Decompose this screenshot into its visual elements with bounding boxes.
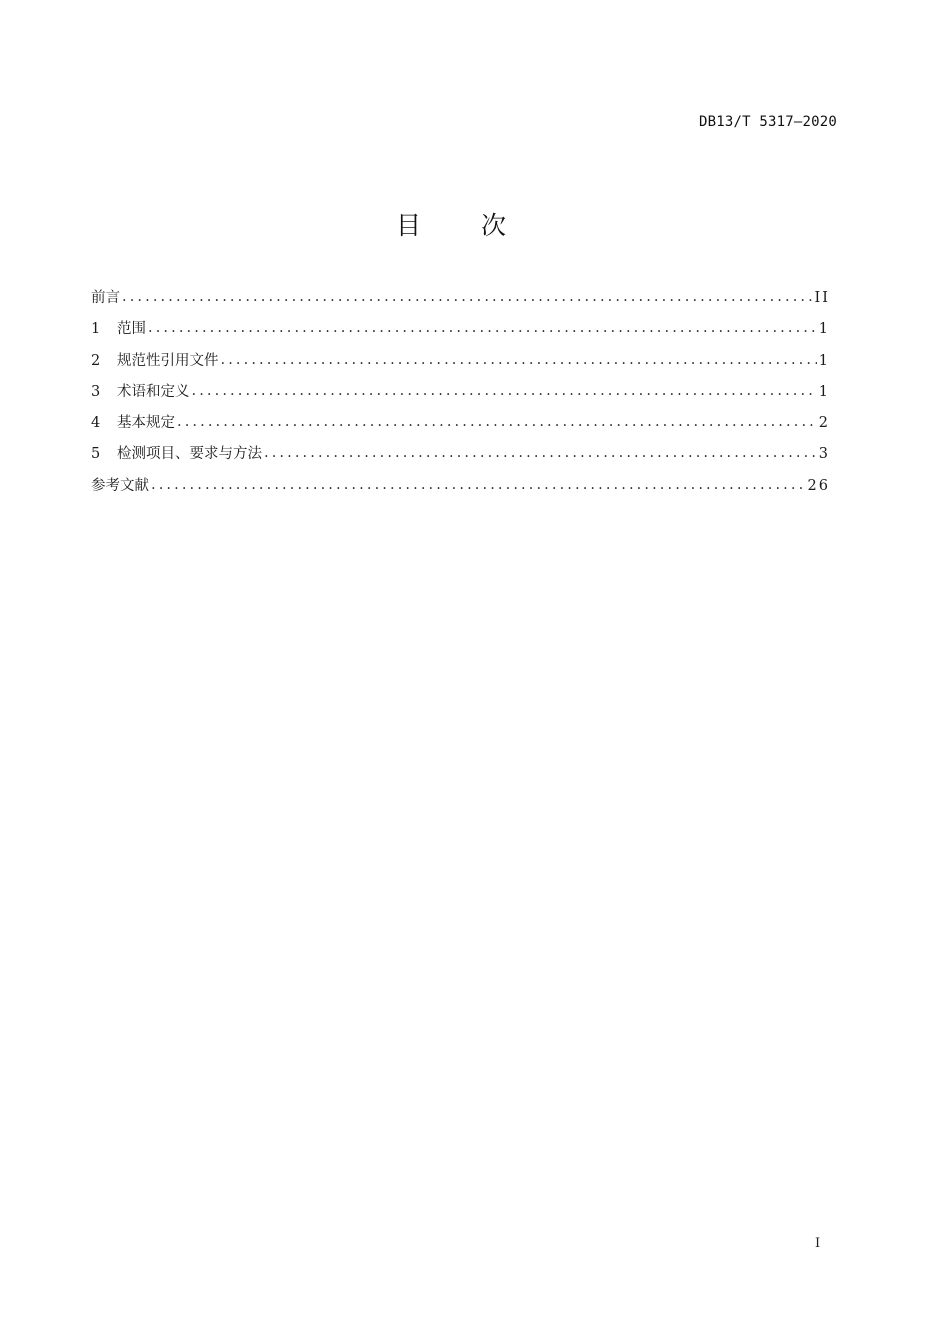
page-title: 目 次	[396, 211, 532, 240]
toc-entry-title: 检测项目、要求与方法	[117, 446, 262, 463]
toc-entry-page: 26	[807, 477, 830, 494]
toc-entry-normative-references[interactable]	[91, 349, 828, 380]
toc-entry-page: 2	[818, 415, 830, 432]
toc-entry-test-items[interactable]	[91, 442, 828, 473]
page-number: I	[815, 1236, 821, 1251]
toc-entry-number: 5	[91, 446, 101, 463]
toc-entry-scope[interactable]	[91, 317, 828, 348]
toc-dot-leader	[192, 383, 817, 399]
toc-entry-foreword[interactable]	[91, 286, 828, 317]
toc-entry-title: 术语和定义	[117, 383, 190, 400]
toc-entry-page: 3	[818, 446, 830, 463]
toc-entry-number: 3	[91, 383, 101, 400]
document-code: DB13/T 5317—2020	[698, 114, 837, 130]
toc-entry-terms-definitions[interactable]	[91, 380, 828, 411]
toc-entry-page: 1	[818, 321, 830, 338]
toc-entry-title: 范围	[117, 321, 146, 338]
toc-dot-leader	[151, 477, 806, 493]
toc-dot-leader	[177, 414, 817, 430]
toc-entry-title: 基本规定	[117, 415, 175, 432]
table-of-contents	[91, 286, 828, 505]
toc-entry-bibliography[interactable]	[91, 474, 828, 505]
toc-entry-basic-provisions[interactable]	[91, 411, 828, 442]
toc-entry-number: 2	[91, 352, 101, 369]
toc-dot-leader	[264, 445, 817, 461]
toc-dot-leader	[148, 320, 817, 336]
toc-dot-leader	[221, 352, 817, 368]
toc-entry-number: 1	[91, 321, 101, 338]
toc-entry-title: 参考文献	[91, 477, 149, 494]
toc-entry-page: 1	[818, 352, 830, 369]
toc-entry-title: 规范性引用文件	[117, 352, 219, 369]
toc-entry-page: II	[814, 290, 830, 306]
toc-dot-leader	[122, 289, 813, 305]
toc-entry-number: 4	[91, 415, 101, 432]
toc-entry-page: 1	[818, 383, 830, 400]
toc-entry-title: 前言	[91, 290, 120, 306]
